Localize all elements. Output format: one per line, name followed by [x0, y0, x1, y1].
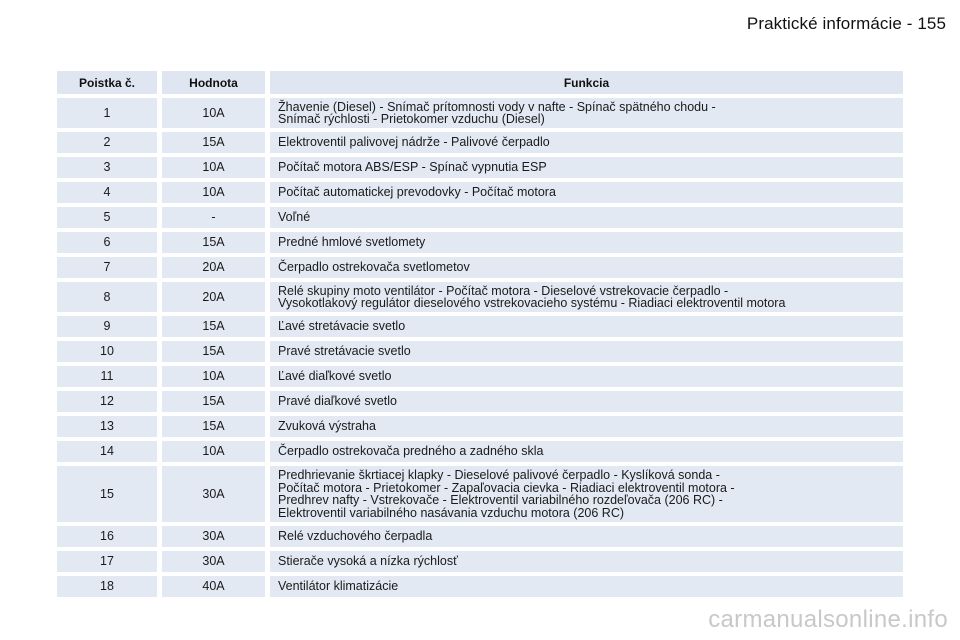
table-row [57, 441, 903, 462]
fuse-number-cell: 12 [57, 391, 157, 412]
function-text-line: Vysokotlakový regulátor dieselového vstrekovacieho systému - Riadiaci elektroventil motora [278, 296, 786, 310]
fuse-number-cell: 11 [57, 366, 157, 387]
table-row [57, 157, 903, 178]
table-row [57, 182, 903, 203]
function-text-line: Elektroventil variabilného nasávania vzduchu motora (206 RC) [278, 505, 625, 520]
fuse-number-cell: 8 [57, 282, 157, 312]
fuse-number-cell: 2 [57, 132, 157, 153]
fuse-rating-cell: 15A [157, 391, 265, 412]
table-row [57, 257, 903, 278]
table-header-row [57, 71, 903, 94]
fuse-function-cell [265, 316, 903, 337]
fuse-function-cell [265, 366, 903, 387]
fuse-function-cell [265, 466, 903, 522]
fuse-rating-cell: 10A [157, 366, 265, 387]
fuse-rating-cell: 20A [157, 282, 265, 312]
fuse-number-cell: 7 [57, 257, 157, 278]
table-row [57, 316, 903, 337]
watermark: carmanualsonline.info [708, 606, 948, 633]
table-row [57, 466, 903, 522]
fuse-rating-cell: 10A [157, 182, 265, 203]
fuse-rating-cell: 10A [157, 157, 265, 178]
function-text-line: Predhrievanie škrtiacej klapky - Dieselové palivové čerpadlo - Kyslíková sonda - [278, 468, 720, 482]
table-row [57, 232, 903, 253]
fuse-rating-cell: 40A [157, 576, 265, 597]
function-text-line: Čerpadlo ostrekovača predného a zadného skla [278, 444, 544, 459]
fuse-function-cell [265, 441, 903, 462]
function-text-line: Žhavenie (Diesel) - Snímač prítomnosti vody v nafte - Spínač spätného chodu - [278, 99, 716, 114]
fuse-number-cell: 18 [57, 576, 157, 597]
table-row [57, 576, 903, 597]
fuse-function-cell [265, 232, 903, 253]
table-row [57, 282, 903, 312]
fuse-rating-cell: 15A [157, 132, 265, 153]
fuse-rating-cell: 15A [157, 232, 265, 253]
function-text-line: Čerpadlo ostrekovača svetlometov [278, 260, 470, 275]
fuse-function-cell [265, 416, 903, 437]
table-row [57, 366, 903, 387]
column-header-rating: Hodnota [157, 71, 265, 94]
table-row [57, 526, 903, 547]
fuse-function-cell [265, 257, 903, 278]
fuse-rating-cell: 10A [157, 441, 265, 462]
fuse-function-cell [265, 576, 903, 597]
fuse-number-cell: 17 [57, 551, 157, 572]
table-row [57, 551, 903, 572]
function-text-line: Pravé stretávacie svetlo [278, 344, 411, 359]
fuse-function-cell [265, 551, 903, 572]
fuse-function-cell [265, 132, 903, 153]
function-text-line: Pravé diaľkové svetlo [278, 394, 397, 409]
fuse-function-cell [265, 182, 903, 203]
fuse-function-cell [265, 282, 903, 312]
fuse-number-cell: 13 [57, 416, 157, 437]
fuse-rating-cell: 15A [157, 316, 265, 337]
function-text-line: Ventilátor klimatizácie [278, 579, 399, 594]
fuse-number-cell: 1 [57, 98, 157, 128]
fuse-number-cell: 16 [57, 526, 157, 547]
function-text-line: Zvuková výstraha [278, 419, 376, 434]
fuse-rating-cell: 30A [157, 551, 265, 572]
table-row [57, 341, 903, 362]
function-text-line: Elektroventil palivovej nádrže - Palivové čerpadlo [278, 135, 550, 150]
table-row [57, 416, 903, 437]
fuse-rating-cell: 30A [157, 466, 265, 522]
function-text-line: Voľné [278, 210, 311, 225]
fuse-number-cell: 14 [57, 441, 157, 462]
column-header-function: Funkcia [265, 71, 903, 94]
function-text-line: Predhrev nafty - Vstrekovače - Elektroventil variabilného rozdeľovača (206 RC) - [278, 493, 723, 507]
table-row [57, 391, 903, 412]
fuse-function-cell [265, 157, 903, 178]
table-row [57, 98, 903, 128]
fuse-rating-cell: - [157, 207, 265, 228]
page-title: Praktické informácie - 155 [746, 14, 946, 33]
function-text-line: Predné hmlové svetlomety [278, 235, 426, 250]
fuse-number-cell: 3 [57, 157, 157, 178]
fuse-number-cell: 15 [57, 466, 157, 522]
fuse-function-cell [265, 98, 903, 128]
fuse-number-cell: 9 [57, 316, 157, 337]
fuse-function-cell [265, 341, 903, 362]
function-text-line: Snímač rýchlosti - Prietokomer vzduchu (Diesel) [278, 112, 545, 126]
fuse-rating-cell: 15A [157, 341, 265, 362]
function-text-line: Ľavé stretávacie svetlo [278, 319, 406, 334]
function-text-line: Relé skupiny moto ventilátor - Počítač motora - Dieselové vstrekovacie čerpadlo - [278, 283, 729, 298]
fuse-number-cell: 10 [57, 341, 157, 362]
function-text-line: Počítač automatickej prevodovky - Počítač motora [278, 185, 556, 200]
function-text-line: Stierače vysoká a nízka rýchlosť [278, 554, 458, 569]
fuse-table [57, 67, 903, 601]
fuse-number-cell: 6 [57, 232, 157, 253]
table-body [57, 98, 903, 597]
table-row [57, 207, 903, 228]
fuse-rating-cell: 20A [157, 257, 265, 278]
function-text-line: Ľavé diaľkové svetlo [278, 369, 392, 384]
fuse-rating-cell: 10A [157, 98, 265, 128]
function-text-line: Relé vzduchového čerpadla [278, 529, 433, 544]
table-row [57, 132, 903, 153]
fuse-rating-cell: 15A [157, 416, 265, 437]
fuse-function-cell [265, 391, 903, 412]
fuse-rating-cell: 30A [157, 526, 265, 547]
column-header-fuse-number: Poistka č. [57, 71, 157, 94]
function-text-line: Počítač motora ABS/ESP - Spínač vypnutia ESP [278, 160, 547, 175]
fuse-function-cell [265, 207, 903, 228]
fuse-function-cell [265, 526, 903, 547]
fuse-number-cell: 5 [57, 207, 157, 228]
function-text-line: Počítač motora - Prietokomer - Zapaľovacia cievka - Riadiaci elektroventil motora - [278, 480, 735, 495]
fuse-number-cell: 4 [57, 182, 157, 203]
